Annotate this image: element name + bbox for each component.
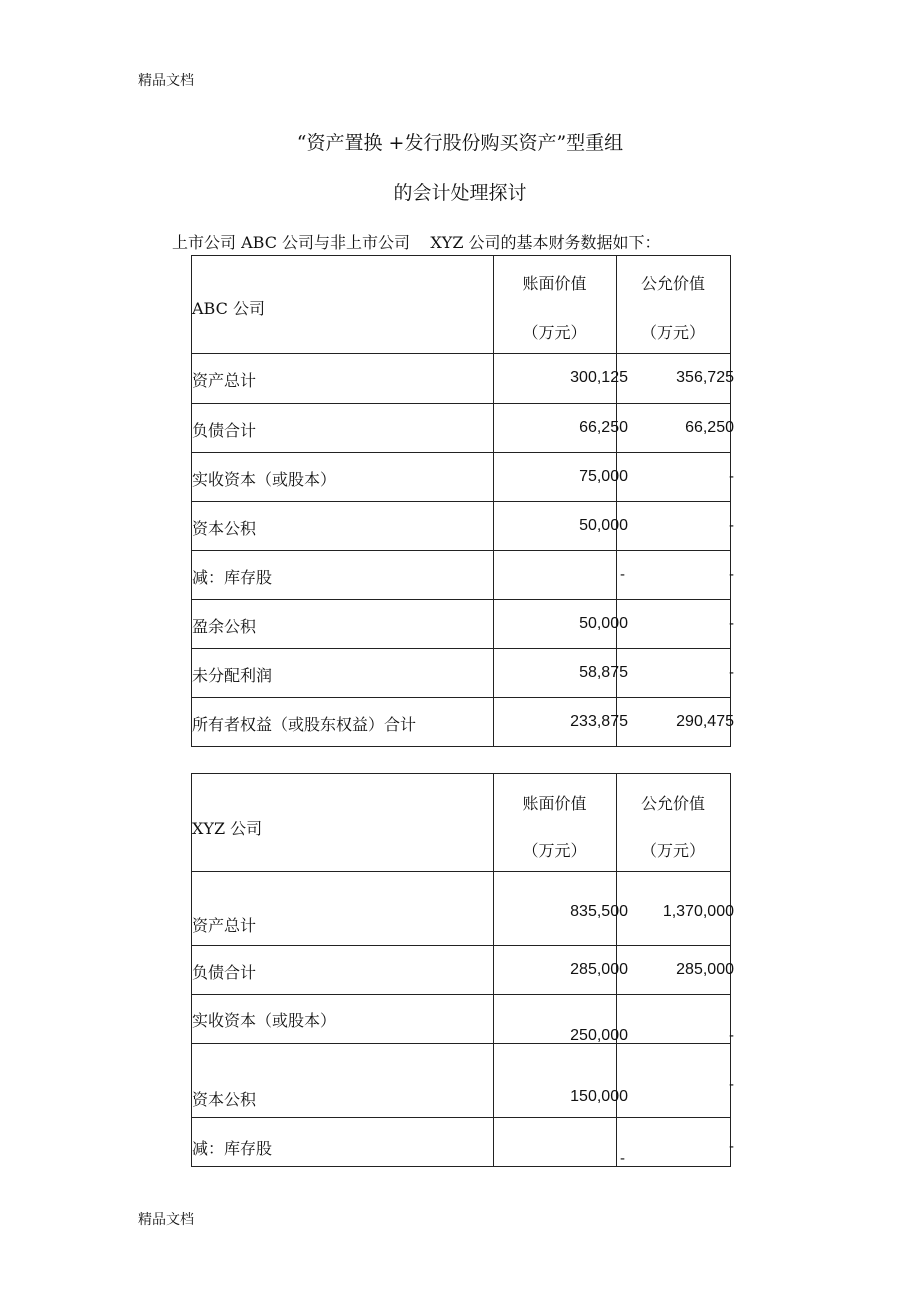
page-header: 精品文档 [138,73,194,89]
book-value: 58,875 [579,664,628,681]
table-header-row [192,256,730,354]
row-label: 实收资本（或股本） [192,1011,337,1030]
book-value: 300,125 [570,369,628,386]
fair-value-unit: （万元） [640,841,705,860]
row-label: 资本公积 [192,1090,257,1109]
fair-value: - [729,1138,734,1155]
row-label: 资产总计 [192,916,257,935]
row-label: 未分配利润 [192,666,273,685]
company-name: XYZ 公司 [192,819,263,838]
table-row [192,1044,734,1118]
company-name: ABC 公司 [192,299,265,318]
row-label: 实收资本（或股本） [192,470,337,489]
book-value-header: 账面价值 [522,274,587,293]
table-row [192,872,734,946]
table-row [192,551,734,600]
row-label: 盈余公积 [192,617,257,636]
intro-paragraph: 上市公司 ABC 公司与非上市公司 XYZ 公司的基本财务数据如下： [172,233,661,252]
book-value: 285,000 [570,961,628,978]
document-title-line-2: 的会计处理探讨 [393,182,527,204]
book-value-unit: （万元） [522,841,587,860]
fair-value: - [729,517,734,534]
table-row [192,502,734,551]
book-value: 75,000 [579,468,628,485]
book-value: 150,000 [570,1088,628,1105]
table-header-row [192,774,730,872]
fair-value: - [729,1076,734,1093]
fair-value: 285,000 [676,961,734,978]
book-value: 233,875 [570,713,628,730]
table-row [192,649,734,698]
book-value: 835,500 [570,903,628,920]
book-value: 250,000 [570,1027,628,1044]
fair-value: 356,725 [676,369,734,386]
fair-value-header: 公允价值 [640,274,705,293]
fair-value: 66,250 [685,419,734,436]
table-row [192,698,734,747]
document-title-line-1: “资产置换 +发行股份购买资产”型重组 [296,132,624,154]
book-value: 50,000 [579,615,628,632]
book-value-unit: （万元） [522,323,587,342]
abc-financial-table [191,255,734,747]
fair-value: 1,370,000 [662,903,734,920]
fair-value: - [729,664,734,681]
fair-value: - [729,566,734,583]
fair-value: - [729,468,734,485]
book-value: 50,000 [579,517,628,534]
fair-value-unit: （万元） [640,323,705,342]
table-row [192,600,734,649]
fair-value-header: 公允价值 [640,794,705,813]
book-value: 66,250 [579,419,628,436]
table-row [192,946,734,995]
row-label: 负债合计 [192,421,257,440]
table-row [192,354,734,404]
row-label: 减：库存股 [192,1139,273,1158]
fair-value: 290,475 [676,713,734,730]
page-footer: 精品文档 [138,1212,194,1228]
fair-value: - [729,1027,734,1044]
table-row [192,995,734,1044]
book-value: - [620,1150,625,1167]
table-row [192,1118,734,1167]
book-value: - [620,566,625,583]
table-row [192,404,734,453]
row-label: 负债合计 [192,963,257,982]
table-row [192,453,734,502]
book-value-header: 账面价值 [522,794,587,813]
fair-value: - [729,615,734,632]
row-label: 减：库存股 [192,568,273,587]
row-label: 所有者权益（或股东权益）合计 [192,715,417,734]
row-label: 资本公积 [192,519,257,538]
xyz-financial-table [191,773,734,1167]
row-label: 资产总计 [192,371,257,390]
